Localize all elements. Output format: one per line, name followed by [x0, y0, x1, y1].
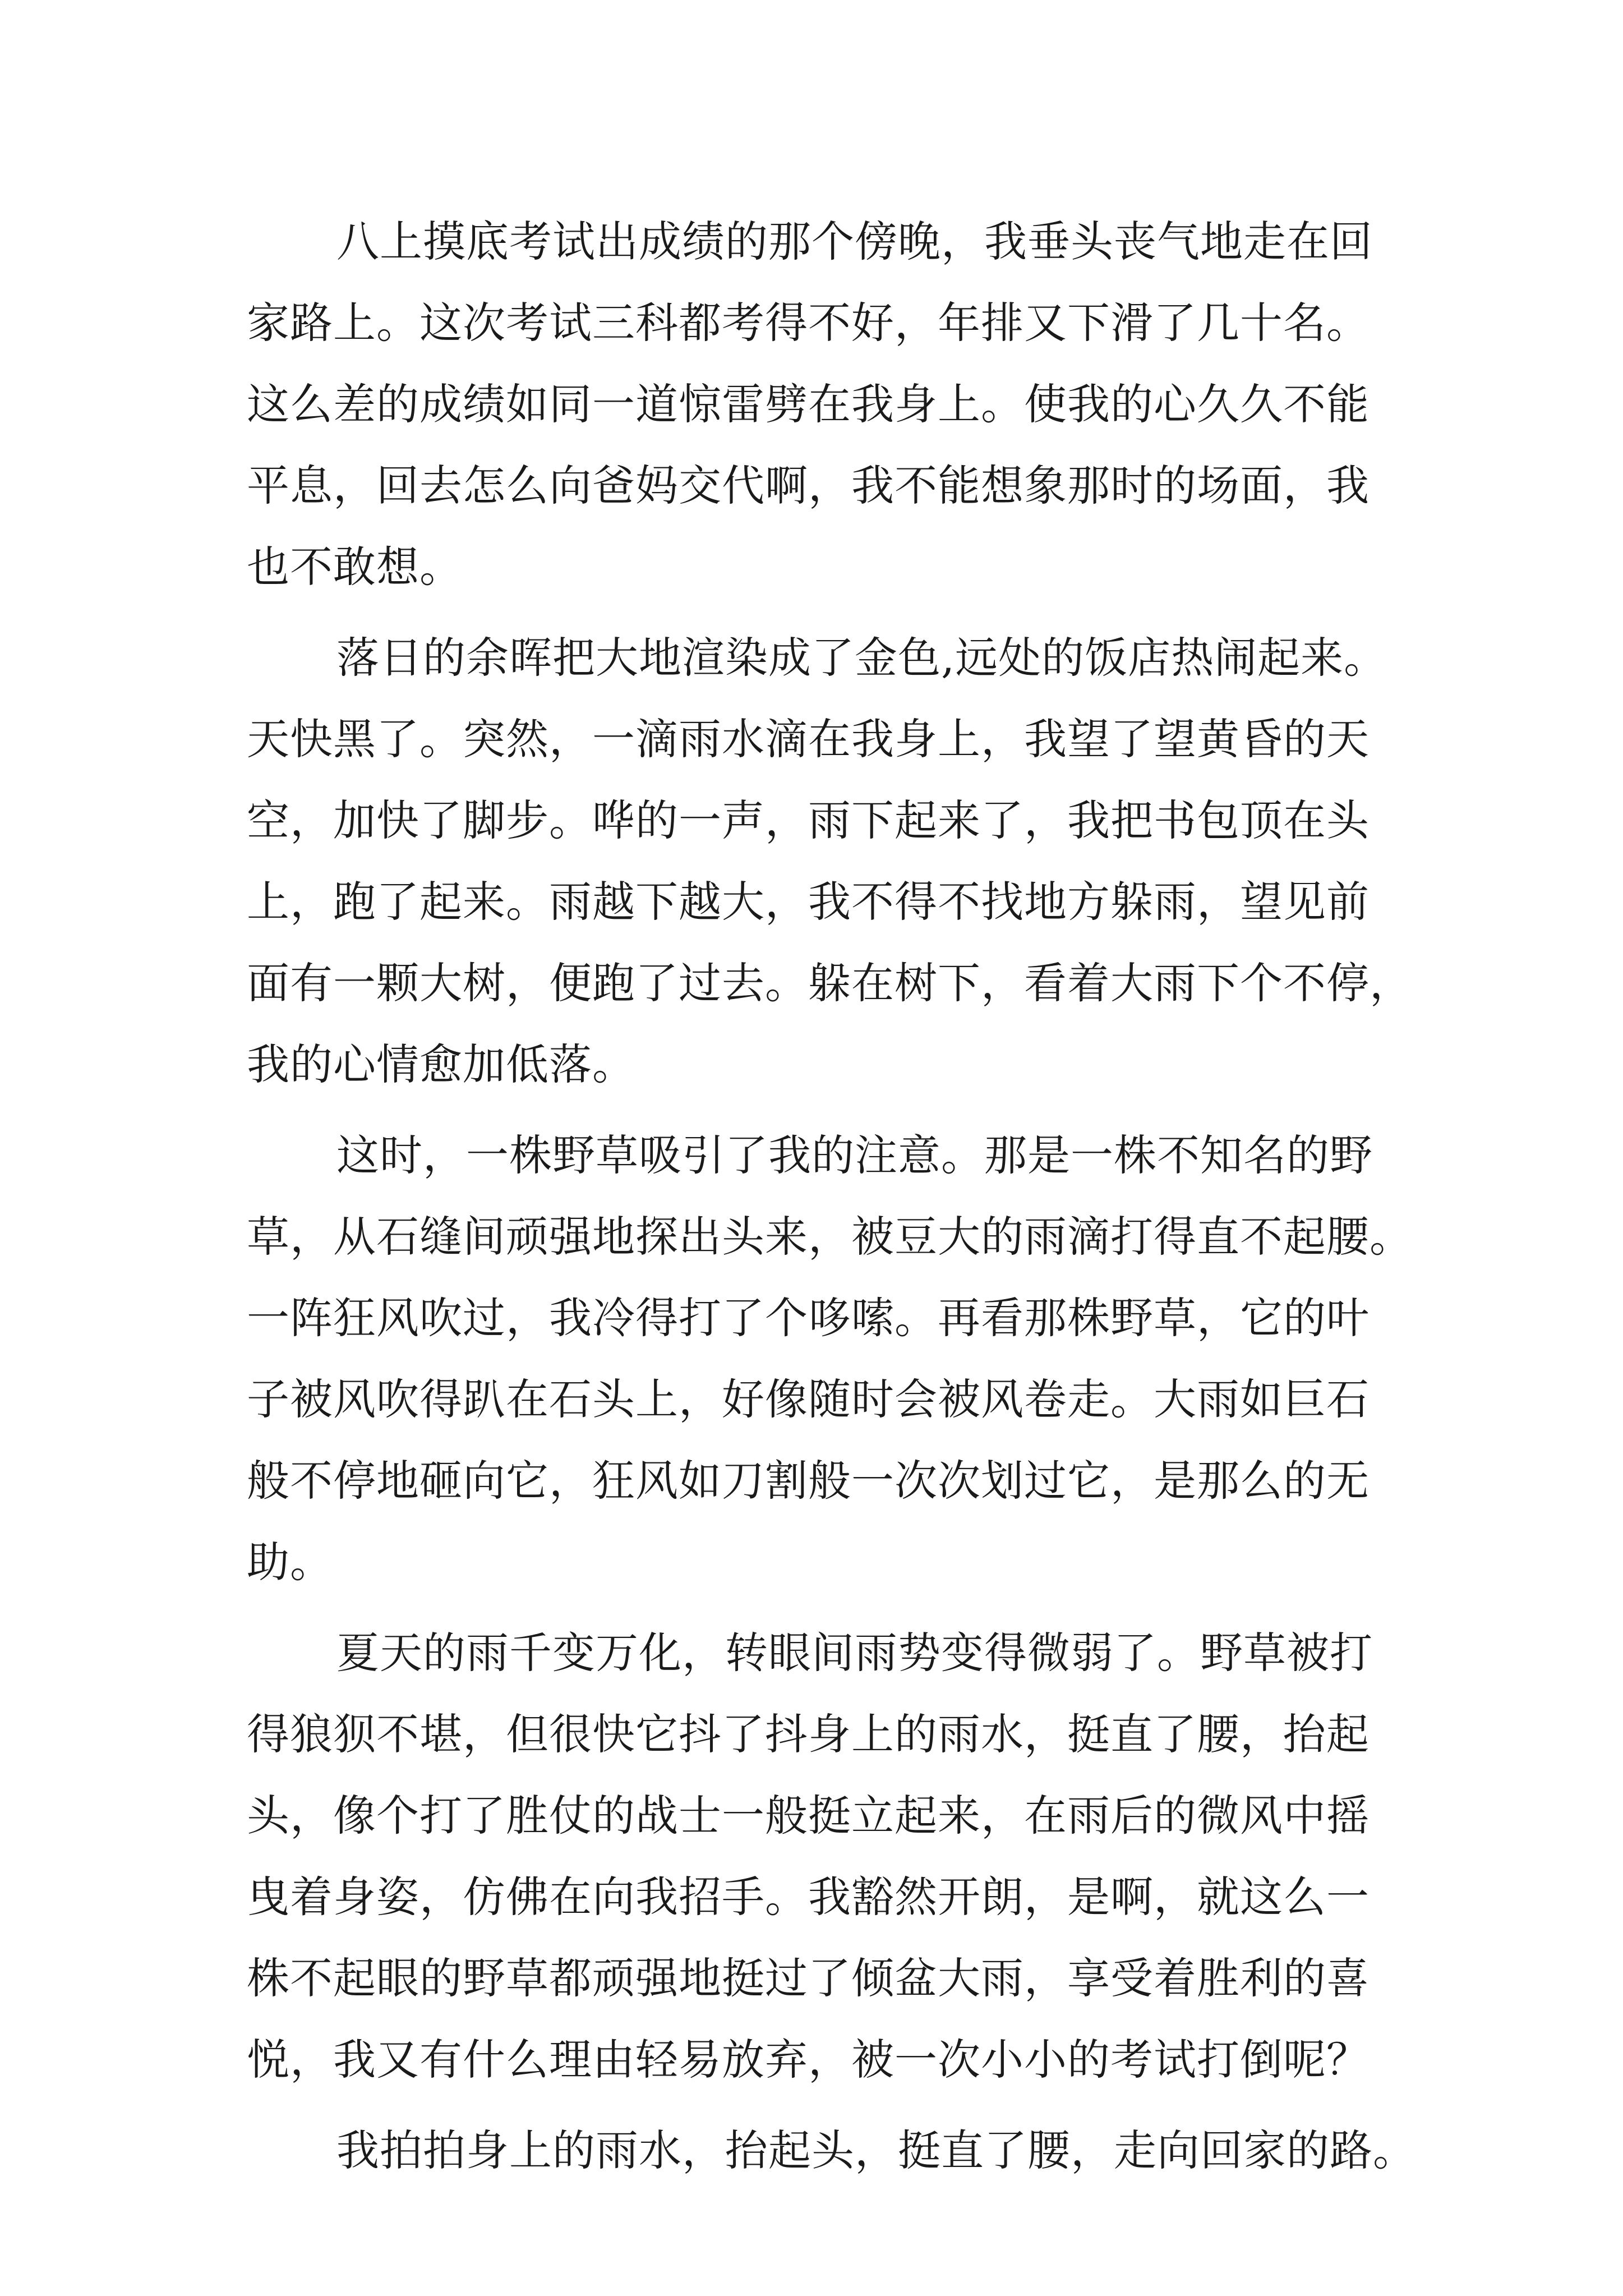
text-line: 头，像个打了胜仗的战士一般挺立起来，在雨后的微风中摇: [247, 1791, 1370, 1841]
text-line: 这时，一株野草吸引了我的注意。那是一株不知名的野: [336, 1130, 1373, 1180]
paragraph-1: [247, 201, 1391, 608]
text-line: 这么差的成绩如同一道惊雷劈在我身上。使我的心久久不能: [247, 379, 1370, 429]
text-line: 得狼狈不堪，但很快它抖了抖身上的雨水，挺直了腰，抬起: [247, 1709, 1370, 1759]
text-line: 空，加快了脚步。哗的一声，雨下起来了，我把书包顶在头: [247, 795, 1370, 845]
text-line: 天快黑了。突然，一滴雨水滴在我身上，我望了望黄昏的天: [247, 714, 1370, 764]
paragraph-spacer: [247, 2100, 1391, 2110]
text-line: 悦，我又有什么理由轻易放弃，被一次小小的考试打倒呢？: [247, 2035, 1370, 2085]
paragraph-5: [247, 2110, 1416, 2191]
text-line: 曳着身姿，仿佛在向我招手。我豁然开朗，是啊，就这么一: [247, 1872, 1370, 1922]
paragraph-spacer: [247, 1603, 1391, 1612]
text-line: 平息，回去怎么向爸妈交代啊，我不能想象那时的场面，我: [247, 461, 1370, 510]
text-line: 助。: [247, 1537, 333, 1587]
text-line: 家路上。这次考试三科都考得不好，年排又下滑了几十名。: [247, 298, 1370, 348]
text-line: 一阵狂风吹过，我冷得打了个哆嗦。再看那株野草，它的叶: [247, 1293, 1370, 1343]
text-line: 子被风吹得趴在石头上，好像随时会被风卷走。大雨如巨石: [247, 1374, 1370, 1424]
text-line: 我拍拍身上的雨水，抬起头，挺直了腰，走向回家的路。: [336, 2125, 1416, 2175]
text-line: 我的心情愈加低落。: [247, 1039, 635, 1089]
text-line: 株不起眼的野草都顽强地挺过了倾盆大雨，享受着胜利的喜: [247, 1953, 1370, 2003]
paragraph-4: [247, 1612, 1391, 2100]
text-line: 八上摸底考试出成绩的那个傍晚，我垂头丧气地走在回: [336, 217, 1373, 266]
text-line: 也不敢想。: [247, 542, 463, 592]
text-line: 落日的余晖把大地渲染成了金色,远处的饭店热闹起来。: [336, 633, 1387, 683]
text-line: 草，从石缝间顽强地探出头来，被豆大的雨滴打得直不起腰。: [247, 1212, 1413, 1262]
paragraph-spacer: [247, 1105, 1391, 1115]
essay-body: [247, 201, 1416, 2191]
paragraph-2: [247, 617, 1413, 1105]
text-line: 面有一颗大树，便跑了过去。躲在树下，看着大雨下个不停，: [247, 958, 1413, 1008]
text-line: 夏天的雨千变万化，转眼间雨势变得微弱了。野草被打: [336, 1628, 1373, 1678]
paragraph-3: [247, 1115, 1413, 1603]
text-line: 上，跑了起来。雨越下越大，我不得不找地方躲雨，望见前: [247, 877, 1370, 927]
paragraph-spacer: [247, 608, 1391, 617]
text-line: 般不停地砸向它，狂风如刀割般一次次划过它，是那么的无: [247, 1456, 1370, 1506]
